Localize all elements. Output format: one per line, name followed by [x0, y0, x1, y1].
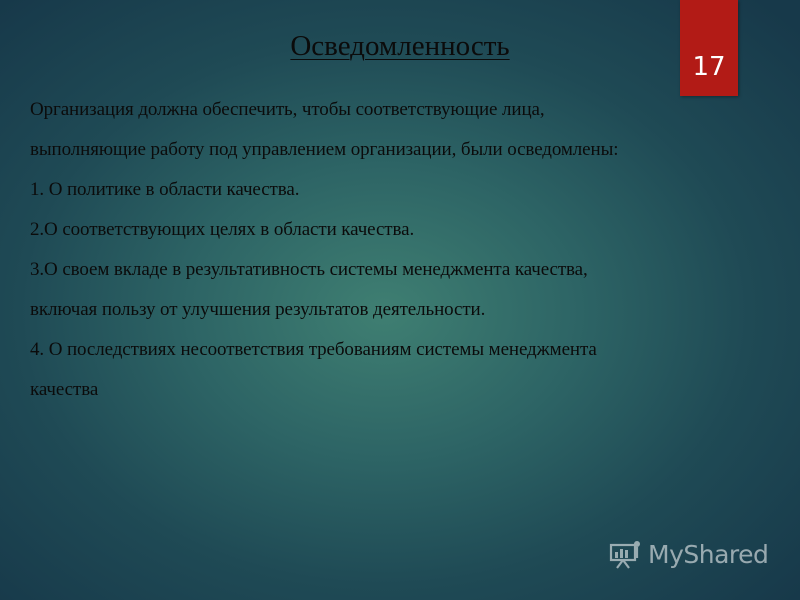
list-item-3-continued: включая пользу от улучшения результатов деятельности. [30, 299, 486, 320]
slide-number-tab [680, 0, 738, 96]
list-item-3: 3.О своем вкладе в результативность системы менеджмента качества, [30, 259, 588, 280]
body-line: выполняющие работу под управлением организации, были осведомлены: [30, 139, 619, 160]
slide-title: Осведомленность [290, 30, 510, 62]
slide-body [30, 90, 775, 410]
slide-number: 17 [692, 52, 726, 82]
watermark [608, 536, 788, 572]
list-item-4: 4. О последствиях несоответствия требованиям системы менеджмента [30, 339, 597, 360]
body-line: Организация должна обеспечить, чтобы соответствующие лица, [30, 99, 545, 120]
watermark-text: MyShared [648, 539, 769, 569]
presentation-board-icon [608, 538, 642, 570]
list-item-1: 1. О политике в области качества. [30, 179, 300, 200]
list-item-4-continued: качества [30, 379, 99, 400]
list-item-2: 2.О соответствующих целях в области качества. [30, 219, 415, 240]
